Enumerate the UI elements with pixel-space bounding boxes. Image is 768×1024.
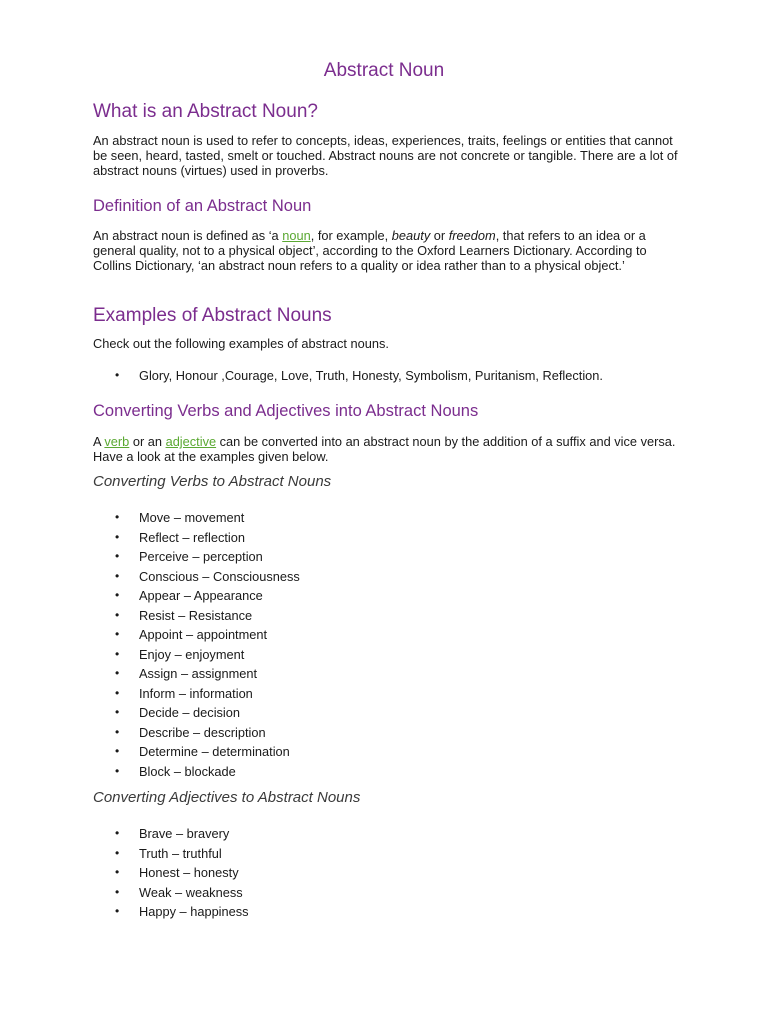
list-item-text: Happy – happiness xyxy=(139,904,249,919)
list-item xyxy=(93,883,249,903)
list-item-text: Honest – honesty xyxy=(139,865,239,880)
list-item-text: Appear – Appearance xyxy=(139,588,263,603)
bullet-icon: • xyxy=(115,845,120,860)
heading-verbs-to-nouns: Converting Verbs to Abstract Nouns xyxy=(93,473,332,490)
list-item-text: Truth – truthful xyxy=(139,845,222,861)
verbs-list xyxy=(93,508,300,781)
bullet-icon: • xyxy=(115,685,120,700)
bullet-icon: • xyxy=(115,549,120,563)
bullet-icon: • xyxy=(115,884,120,899)
bullet-icon: • xyxy=(115,744,120,758)
list-item xyxy=(93,703,300,723)
list-item-text: Conscious – Consciousness xyxy=(139,568,300,584)
list-item-text: Block – blockade xyxy=(139,763,236,779)
heading-converting: Converting Verbs and Adjectives into Abstract Nouns xyxy=(93,402,479,420)
examples-list xyxy=(93,366,603,386)
list-item xyxy=(93,645,300,665)
definition-text-4: , that refers to an idea or a general quality, not to a physical object’, according to the Oxford Learners Dictionary. According to Collins Dictionary, ‘an abstract noun refers to a quality or idea rather than to a physical object.’ xyxy=(93,228,647,273)
heading-adjectives-to-nouns: Converting Adjectives to Abstract Nouns xyxy=(93,789,361,806)
paragraph-definition xyxy=(93,228,683,273)
list-item-text: Describe – description xyxy=(139,724,266,740)
list-item xyxy=(93,723,300,743)
bullet-icon: • xyxy=(115,724,120,739)
definition-text-2: , for example, xyxy=(310,228,392,243)
list-item-text: Inform – information xyxy=(139,685,253,701)
list-item xyxy=(93,824,249,844)
bullet-icon: • xyxy=(115,763,120,778)
paragraph-examples-intro: Check out the following examples of abstract nouns. xyxy=(93,336,389,351)
definition-em-beauty: beauty xyxy=(391,228,431,243)
bullet-icon: • xyxy=(115,904,120,918)
link-verb[interactable]: verb xyxy=(104,434,130,449)
list-item-text: Glory, Honour ,Courage, Love, Truth, Honesty, Symbolism, Puritanism, Reflection. xyxy=(139,368,603,383)
list-item-text: Weak – weakness xyxy=(139,884,243,900)
bullet-icon: • xyxy=(115,627,120,641)
paragraph-what-is: An abstract noun is used to refer to concepts, ideas, experiences, traits, feelings or entities that cannot be seen, heard, tasted, smelt or touched. Abstract nouns are not concrete or tangible. There are a lot of abstract nouns (virtues) used in proverbs. xyxy=(93,133,678,178)
list-item-text: Perceive – perception xyxy=(139,549,263,564)
bullet-icon: • xyxy=(115,368,120,382)
bullet-icon: • xyxy=(115,666,120,680)
bullet-icon: • xyxy=(115,646,120,661)
list-item xyxy=(93,664,300,684)
list-item xyxy=(93,586,300,606)
bullet-icon: • xyxy=(115,588,120,602)
list-item xyxy=(93,762,300,782)
converting-text-3: can be converted into an abstract noun by the addition of a suffix and vice versa. Have a look at the examples given below. xyxy=(93,434,676,464)
definition-em-freedom: freedom xyxy=(448,228,496,243)
list-item xyxy=(93,625,300,645)
link-adjective[interactable]: adjective xyxy=(165,434,217,449)
heading-what-is-abstract-noun: What is an Abstract Noun? xyxy=(93,101,318,122)
bullet-icon: • xyxy=(115,568,120,583)
converting-text-2: or an xyxy=(129,434,166,449)
bullet-icon: • xyxy=(115,826,120,840)
heading-definition: Definition of an Abstract Noun xyxy=(93,197,312,215)
list-item-text: Appoint – appointment xyxy=(139,627,268,642)
list-item-text: Brave – bravery xyxy=(139,826,230,841)
list-item-text: Resist – Resistance xyxy=(139,607,253,623)
heading-examples: Examples of Abstract Nouns xyxy=(93,305,332,326)
list-item xyxy=(93,606,300,626)
list-item xyxy=(93,366,603,386)
bullet-icon: • xyxy=(115,607,120,622)
bullet-icon: • xyxy=(115,529,120,544)
bullet-icon: • xyxy=(115,865,120,879)
list-item xyxy=(93,844,249,864)
list-item-text: Enjoy – enjoyment xyxy=(139,646,245,662)
list-item xyxy=(93,684,300,704)
definition-text-1: An abstract noun is defined as ‘a xyxy=(93,228,283,243)
adjectives-list xyxy=(93,824,249,922)
list-item-text: Move – movement xyxy=(139,510,245,525)
list-item-text: Reflect – reflection xyxy=(139,529,245,545)
definition-text-3: or xyxy=(430,228,449,243)
list-item-text: Determine – determination xyxy=(139,744,290,759)
list-item xyxy=(93,863,249,883)
list-item xyxy=(93,547,300,567)
page-title: Abstract Noun xyxy=(323,60,445,81)
paragraph-converting xyxy=(93,434,683,464)
bullet-icon: • xyxy=(115,705,120,719)
converting-text-1: A xyxy=(93,434,105,449)
list-item xyxy=(93,902,249,922)
link-noun[interactable]: noun xyxy=(282,228,311,243)
list-item xyxy=(93,742,300,762)
list-item-text: Assign – assignment xyxy=(139,666,258,681)
list-item-text: Decide – decision xyxy=(139,705,241,720)
list-item xyxy=(93,528,300,548)
bullet-icon: • xyxy=(115,510,120,524)
list-item xyxy=(93,508,300,528)
list-item xyxy=(93,567,300,587)
